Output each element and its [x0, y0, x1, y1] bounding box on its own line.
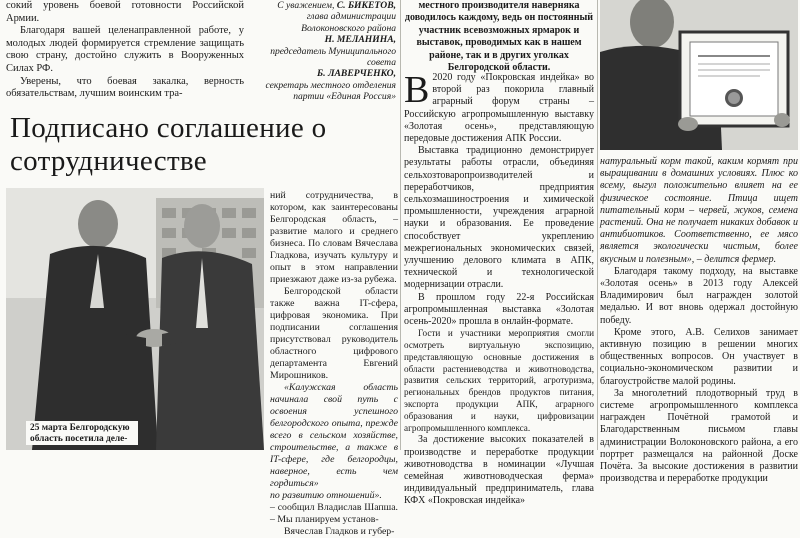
article-column-middle	[404, 0, 594, 507]
signature-laverchenko-name: Б. ЛАВЕРЧЕНКО,	[317, 68, 396, 80]
column-divider-2	[597, 0, 598, 450]
greeting-paragraph-3: Уверены, что боевая закалка, верность обязательствам, лучшим воинским тра-	[6, 75, 244, 100]
farmer-quote: натуральный корм такой, каким кормят при выращивании в домашних условиях. Плюс ко всему, выгул положительно влияет на ее физическое состояние. Птица ищет питательный корм – червей, жуков, семена растений. Она не получает никаких добавок и антибиотиков. Соответственно, ее мясо является экологически чистым, более вкусным и полезным», – делится фермер.	[600, 156, 798, 265]
signatures-block	[250, 0, 396, 103]
exhibition-article-body	[404, 69, 594, 508]
article-column-right	[600, 0, 798, 485]
greeting-phrase: С уважением,	[277, 0, 335, 11]
farmer-article-body	[600, 156, 798, 485]
article-attribution: – сообщил Владислав Шапша. – Мы планируем установ-	[270, 502, 398, 525]
farmer-award-photo	[600, 0, 798, 150]
article-paragraph-2: Белгородской области также важна IT-сфера, цифровая экономика. При подписании соглашения присутствовал руководитель областного цифрового департамента Евгений Мирошников.	[270, 286, 398, 381]
greeting-text-block	[6, 0, 244, 101]
exhibition-paragraph-3: В прошлом году 22-я Российская агропромышленная выставка «Золотая осень-2020» прошла в онлайн-формате.	[404, 291, 594, 328]
article-column-left	[6, 0, 398, 537]
exhibition-paragraph-5: За достижение высоких показателей в производстве и переработке продукции животноводства в номинации «Лучшая семейная животноводческая ферма» индивидуальный предприниматель, глава КФХ «Покровская индейка»	[404, 434, 594, 507]
column-divider	[400, 0, 401, 450]
intro-highlight: местного производителя наверняка доводилось каждому, ведь он постоянный участник всевозможных ярмарок и выставок, проводимых как в нашем районе, так и в других уголках Белгородской области.	[404, 0, 594, 74]
signature-melanina-title: председатель Муниципального совета	[270, 45, 396, 69]
exhibition-paragraph-4: Гости и участники мероприятия смогли осмотреть виртуальную экспозицию, представляющую основные достижения в области растениеводства и животноводства, развития сельских территорий, агротуризма, региональных брендов продуктов питания, экспорта продукции АПК, аграрного образования и науки, цифровизации агропромышленного комплекса.	[404, 328, 594, 433]
article-paragraph-last: Вячеслав Гладков и губер-	[284, 526, 395, 537]
signature-laverchenko-title: секретарь местного отделения партии «Единая Россия»	[265, 79, 396, 103]
signature-biketov-name: С. БИКЕТОВ,	[336, 0, 396, 11]
photo-caption: 25 марта Белгородскую область посетила деле-	[26, 421, 138, 445]
article-quote: «Калужская область начинала свой путь с освоения успешного белгородского опыта, прежде всего в сельском хозяйстве, строительстве, а также в IT-сфере, где белгородцы, наверное, есть чем гордиться»	[270, 382, 398, 489]
exhibition-paragraph-1-text: 2020 году «Покровская индейка» во второй раз покорила главный аграрный форум страны – Российскую агропромышленную выставку «Золотая осень», представляющую передовые достижения АПК России.	[404, 72, 594, 145]
farmer-paragraph-1: Благодаря такому подходу, на выставке «Золотая осень» в 2013 году Алексей Владимирович был награжден золотой медалью. И вот вновь одержал достойную победу.	[600, 265, 798, 326]
greeting-paragraph-1: сокий уровень боевой готовности Российской Армии.	[6, 0, 244, 24]
article-paragraph-1: ний сотрудничества, в котором, как заинтересованы Белгородская область, – развитие малого и среднего бизнеса. По словам Вячеслава Гладкова, изучать культуру и опыт в этом направлении приезжают даже из-за рубежа.	[270, 190, 398, 285]
article-headline: Подписано соглашение о сотрудничестве	[10, 112, 327, 177]
greeting-paragraph-2: Благодаря вашей целенаправленной работе, у молодых людей формируется стремление защищать свою страну, достойно служить в Вооруженных Силах РФ.	[6, 25, 244, 74]
article-quote-tail: по развитию отношений».	[270, 490, 382, 501]
signing-handshake-photo	[6, 188, 264, 450]
drop-cap-letter: В	[404, 69, 430, 111]
farmer-paragraph-3: За многолетний плодотворный труд в системе агропромышленного комплекса награжден Почётной грамотой и Благодарственным письмом главы администрации Волоконовского района, а его портрет размещался на районной Доске Почёта. За высокие достижения в развитии производства и переработке продукции	[600, 387, 798, 485]
signature-biketov-title: глава администрации Волоконовского района	[301, 11, 396, 34]
signature-melanina-name: Н. МЕЛАНИНА,	[324, 34, 396, 46]
farmer-paragraph-2: Кроме этого, А.В. Селихов занимает активную позицию в решении многих общественных вопросов. Он участвует в социально-экономическом развитии и благоустройстве малой родины.	[600, 326, 798, 387]
exhibition-paragraph-1	[404, 69, 594, 145]
article-body-text	[270, 190, 398, 538]
exhibition-paragraph-2: Выставка традиционно демонстрирует результаты работы отрасли, объединяя сельхозтоваропроизводителей и переработчиков, предприятия сельхозмашиностроения и химической промышленности, учреждения аграрной науки и образования. Ее проведение способствует укреплению межрегиональных экономических связей, улучшению делового климата в АПК, технической и технологической модернизации отрасли.	[404, 145, 594, 291]
